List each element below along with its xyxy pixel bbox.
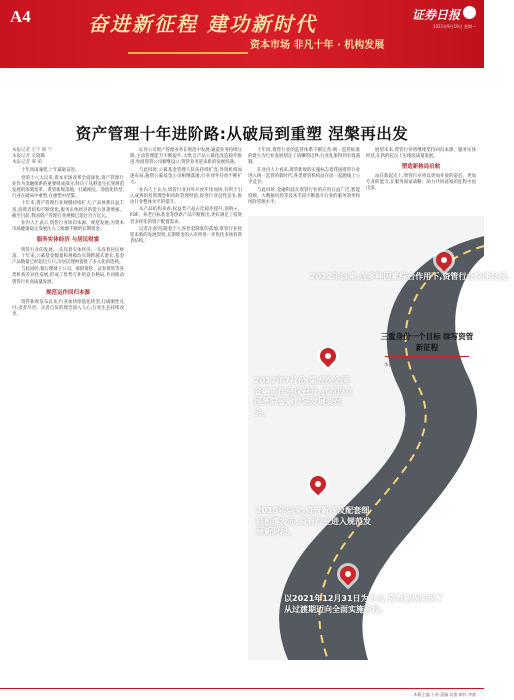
paragraph: 十年风雨兼程,十年砥砺奋进。 [21, 168, 80, 173]
paragraph: 资管行业的发展,一头连着实体经济,一头连着居民财富。十年来,公募基金数量和规模均实现跨越式增长,基金产品数量已经超过万只,为居民理财提供了多元化的选择。 [12, 247, 124, 265]
byline: 本报记者 王宁 韩 宁 [12, 148, 53, 153]
paragraph: 业内人士表示,资管行业回归本源、规范发展,为资本市场健康稳定发展注入了源源不断的长期资金。 [12, 221, 124, 233]
article-headline: 资产管理十年进阶路:从破局到重塑 涅槃再出发 [75, 125, 409, 143]
page-banner [0, 0, 484, 68]
paragraph: 记者注意到,随着个人养老金制度的落地,资管行业将迎来新的发展契机,长期资金的入市将进一步优化市场投资者结构。 [130, 227, 242, 245]
paragraph: 展望未来,资管行业将继续坚持回归本源、服务实体经济,在新的起点上实现高质量发展。 [366, 148, 476, 160]
brand-logo-icon [463, 6, 476, 19]
paragraph: 党的十八大以来,资本市场改革全面深化,资产管理行业作为金融体系的重要组成部分,经历了从野蛮生长到规范发展的深刻变革。资管新规落地、打破刚兑、净值化转型,行业在破局中重塑,在重塑中涅槃。 [12, 175, 124, 199]
paragraph: 站在新起点上,资管行业将以更加开放的姿态、更加专业的能力,在服务国家战略、助力共同富裕的征程中再出发。 [366, 174, 476, 192]
road-timeline-graphic [248, 216, 514, 660]
page-footer: 本版主编 于南 责编 吴澍 制作 李波 [413, 692, 476, 697]
article-column-2 [130, 148, 242, 688]
paragraph: 在业内人士看来,资管新规的实施标志着我国资管行业进入统一监管的新时代,各类资管机构站在同一起跑线上公平竞争。 [248, 167, 360, 185]
banner-subtitle: 资本市场 非凡十年 · 机构发展 [250, 40, 385, 51]
paragraph: 业内人士认为,资管行业对外开放步伐加快,有利于引入成熟的投资理念和风险管理经验,促进行业良性竞争,推动行业整体水平的提升。 [130, 187, 242, 205]
byline: 本报记者 邢 萌 [12, 160, 42, 165]
paragraph: 从产品结构来看,权益类产品占比稳步提升,固收+、FOF、养老目标基金等创新产品不断推出,更好满足了投资者多样化的资产配置需求。 [130, 207, 242, 225]
section-subheading: 塑造新格局启航 [401, 164, 441, 171]
paragraph: 与此同时,金融科技在资管行业的应用日益广泛,智能投顾、大数据风控等技术手段不断提升行业的服务效率和风险管理水平。 [248, 187, 360, 205]
paragraph: 资管新规发布以来,行业加快净值化转型,打破刚性兑付,卖者尽责、买者自负的理念深入人心,行业生态持续改善。 [12, 299, 124, 317]
byline: 本报记者 吴晓璐 [12, 154, 45, 159]
page-footer-rule [0, 688, 484, 700]
timeline-callout: 2017年7月份,第五次全国金融工作会议召开,宣布设立国务院金融稳定发展委员会。 [254, 376, 354, 417]
paragraph: 十年来,资产管理行业规模持续扩大,产品体系日益丰富,投资者结构不断优化,服务实体经济的能力显著增强。截至目前,我国资产管理行业规模已超过百万亿元。 [12, 201, 124, 219]
banner-decoration [128, 52, 248, 54]
paragraph: 与此同时,公募基金管理人队伍持续扩容,外资机构加速布局,独资公募基金公司相继落地,行业对外开放不断扩大。 [130, 167, 242, 185]
banner-title: 奋进新征程 建功新时代 [88, 12, 317, 36]
title-divider [385, 356, 469, 357]
issue-date: 2022年9月19日 星期一 [432, 24, 476, 29]
article-column-1 [12, 168, 124, 688]
section-subheading: 规范运作回归本源 [45, 289, 90, 296]
paragraph: 与此同时,银行理财子公司、保险资管、证券资管等各类机构差异化发展,形成了优势互补的竞争格局,共同推动资管行业高质量发展。 [12, 267, 124, 285]
timeline-callout: 2018年以来,资管新规及配套细则相继发布,资管行业进入规范发展新阶段。 [256, 506, 372, 536]
timeline-callout: 2012年以来,在多种因素综合作用下,资管行业快速发展。 [310, 272, 514, 281]
section-subheading: 服务实体经济 与居民财富 [36, 237, 100, 244]
bylines [12, 148, 122, 166]
side-article-title: 三重身份一个目标 续写资管新征程 [380, 332, 474, 352]
side-article-byline: 本报记者 韩 宁 [384, 363, 414, 368]
timeline-callout: 以2021年12月31日为节点,资管新规实现了从过渡期迈向全面实施阶段。 [284, 594, 444, 614]
newspaper-brand: 证券日报 [411, 8, 460, 22]
page-number: A4 [10, 7, 31, 26]
paragraph: 十年间,资管行业的监管体系不断完善,统一监管标准的建立为行业发展划定了清晰的边界,行业乱象得到有效遏制。 [248, 148, 360, 166]
paragraph: 证券公司资产管理业务在规范中发展,通道业务持续压降,主动管理能力不断提升,大集合产品公募化改造稳步推进,券商资管公司相继设立,资管业务迎来新的发展机遇。 [130, 148, 242, 166]
